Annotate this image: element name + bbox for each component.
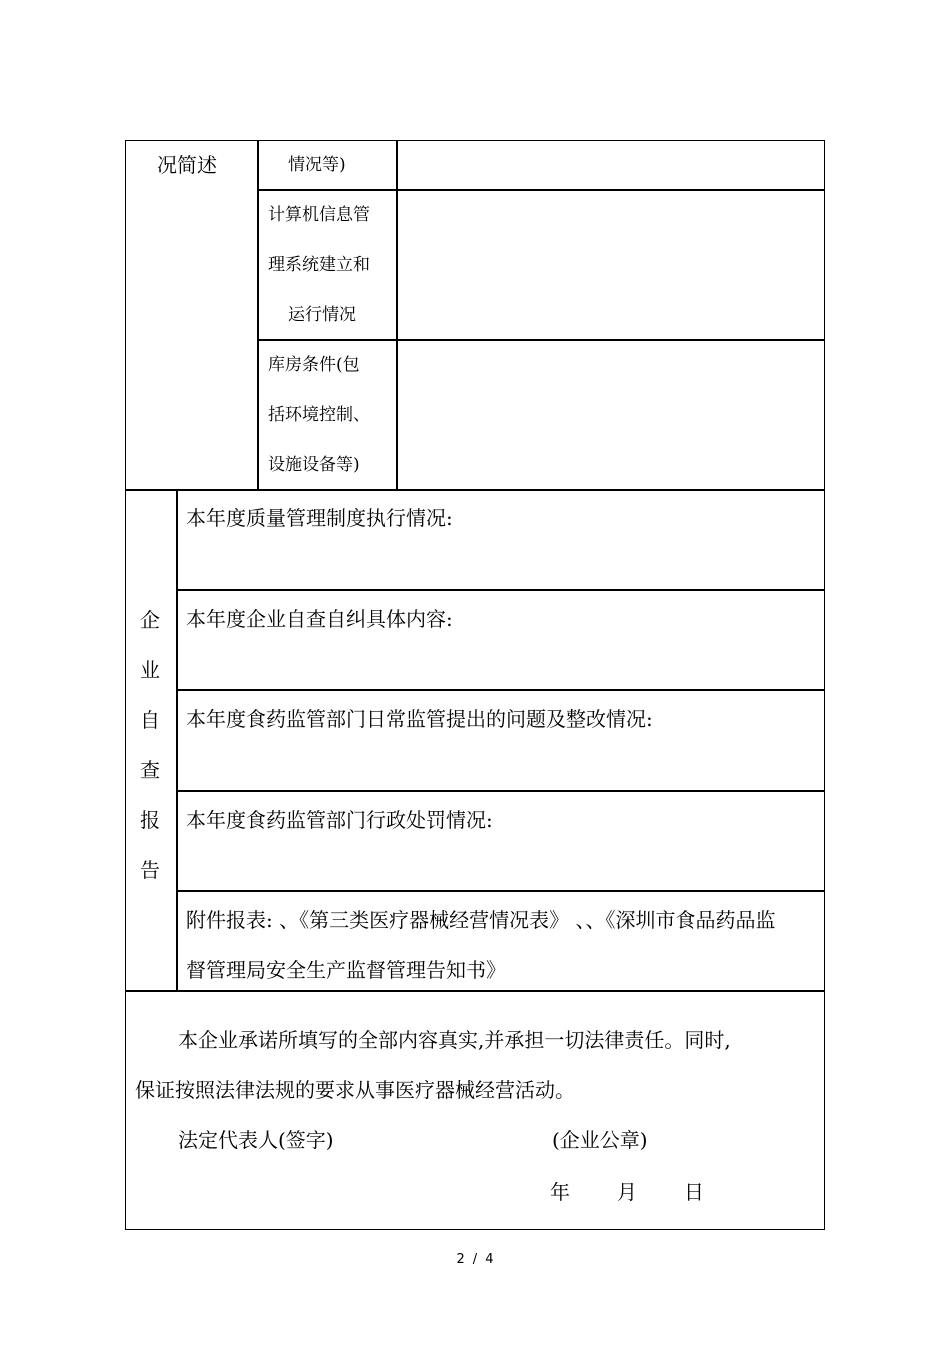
self-check-item: 本年度质量管理制度执行情况: bbox=[186, 506, 453, 530]
divider bbox=[125, 489, 825, 491]
divider bbox=[176, 790, 825, 792]
page-number bbox=[0, 1252, 950, 1267]
divider bbox=[176, 489, 178, 991]
divider bbox=[176, 589, 825, 591]
date-year: 年 bbox=[550, 1180, 570, 1204]
attachment-line: 附件报表: 、《第三类医疗器械经营情况表》 、、《深圳市食品药品监 bbox=[186, 908, 776, 932]
divider bbox=[396, 140, 398, 490]
self-check-item: 本年度食药监管部门行政处罚情况: bbox=[186, 808, 493, 832]
row-label-line: 理系统建立和 bbox=[268, 255, 370, 275]
divider bbox=[257, 189, 825, 191]
self-check-item: 本年度食药监管部门日常监管提出的问题及整改情况: bbox=[186, 707, 653, 731]
attachment-line: 督管理局安全生产监督管理告知书》 bbox=[186, 958, 506, 982]
total-pages: 4 bbox=[485, 1252, 494, 1267]
divider bbox=[176, 689, 825, 691]
form-table bbox=[125, 140, 825, 1230]
row-label-line: 情况等) bbox=[288, 155, 346, 175]
divider bbox=[257, 339, 825, 341]
date-month: 月 bbox=[617, 1180, 637, 1204]
vertical-label-char: 报 bbox=[140, 808, 160, 832]
legal-rep-signature-label: 法定代表人(签字) bbox=[178, 1128, 334, 1152]
pledge-line: 本企业承诺所填写的全部内容真实,并承担一切法律责任。同时, bbox=[178, 1028, 731, 1052]
section-label-overview: 况简述 bbox=[157, 153, 217, 177]
divider bbox=[125, 990, 825, 992]
row-label-line: 运行情况 bbox=[288, 305, 356, 325]
current-page: 2 bbox=[456, 1252, 465, 1267]
company-seal-label: (企业公章) bbox=[552, 1128, 648, 1152]
date-day: 日 bbox=[684, 1180, 704, 1204]
row-label-line: 计算机信息管 bbox=[268, 205, 370, 225]
row-label-line: 括环境控制、 bbox=[268, 405, 370, 425]
row-label-line: 库房条件(包 bbox=[268, 355, 360, 375]
page-separator: / bbox=[472, 1252, 478, 1267]
vertical-label-char: 查 bbox=[140, 758, 160, 782]
vertical-label-char: 告 bbox=[140, 858, 160, 882]
divider bbox=[257, 140, 259, 490]
self-check-item: 本年度企业自查自纠具体内容: bbox=[186, 607, 453, 631]
divider bbox=[176, 890, 825, 892]
vertical-label-char: 企 bbox=[140, 608, 160, 632]
pledge-line: 保证按照法律法规的要求从事医疗器械经营活动。 bbox=[135, 1078, 575, 1102]
vertical-label-char: 自 bbox=[140, 708, 160, 732]
vertical-label-char: 业 bbox=[140, 658, 160, 682]
row-label-line: 设施设备等) bbox=[268, 455, 360, 475]
